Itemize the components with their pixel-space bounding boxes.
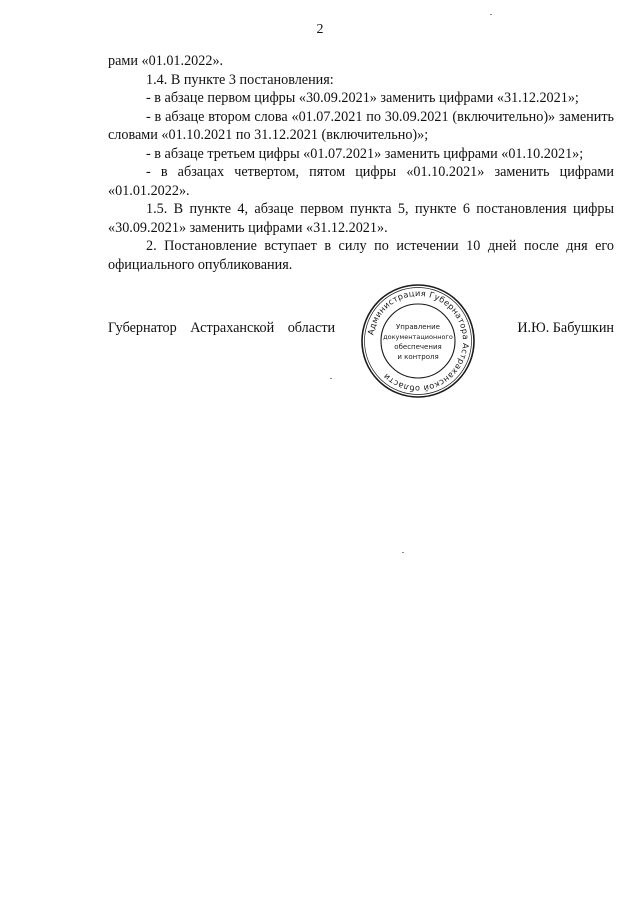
signatory-position: Губернатор Астраханской области [108, 320, 336, 336]
paragraph: 1.4. В пункте 3 постановления: [146, 71, 334, 88]
paragraph: - в абзаце третьем цифры «01.07.2021» заменить цифрами «01.10.2021»; [146, 145, 584, 162]
paragraph: рами «01.01.2022». [108, 53, 224, 69]
paragraph: - в абзаце первом цифры «30.09.2021» заменить цифрами «31.12.2021»; [146, 90, 579, 106]
stamp-inner-ring [381, 304, 455, 378]
stamp-center-line: документационного [383, 333, 453, 341]
stamp-center-line: и контроля [397, 353, 439, 361]
signatory-name: И.Ю. Бабушкин [517, 320, 614, 336]
stamp-center-line: обеспечения [394, 343, 442, 351]
scan-speck [330, 378, 332, 379]
stamp-center-line: Управление [396, 323, 440, 331]
paragraph: - в абзацах четвертом, пятом цифры «01.10.2021» заменить цифрами «01.01.2022». [108, 164, 614, 199]
paragraph: 1.5. В пункте 4, абзаце первом пункта 5, пункте 6 постановления цифры «30.09.2021» заменить цифрами «31.12.2021». [108, 201, 614, 236]
document-body [108, 52, 614, 274]
paragraph: 2. Постановление вступает в силу по истечении 10 дней после дня его официального опубликования. [108, 238, 614, 273]
scan-speck [490, 14, 492, 15]
paragraph: - в абзаце втором слова «01.07.2021 по 30.09.2021 (включительно)» заменить словами «01.10.2021 по 31.12.2021 (включительно)»; [108, 108, 614, 143]
stamp-ring-text: Администрация Губернатора Астраханской области [365, 287, 472, 395]
stamp-outer-ring [362, 285, 474, 397]
official-stamp [358, 281, 478, 401]
page-number: 2 [316, 22, 324, 37]
scan-speck [402, 552, 404, 553]
